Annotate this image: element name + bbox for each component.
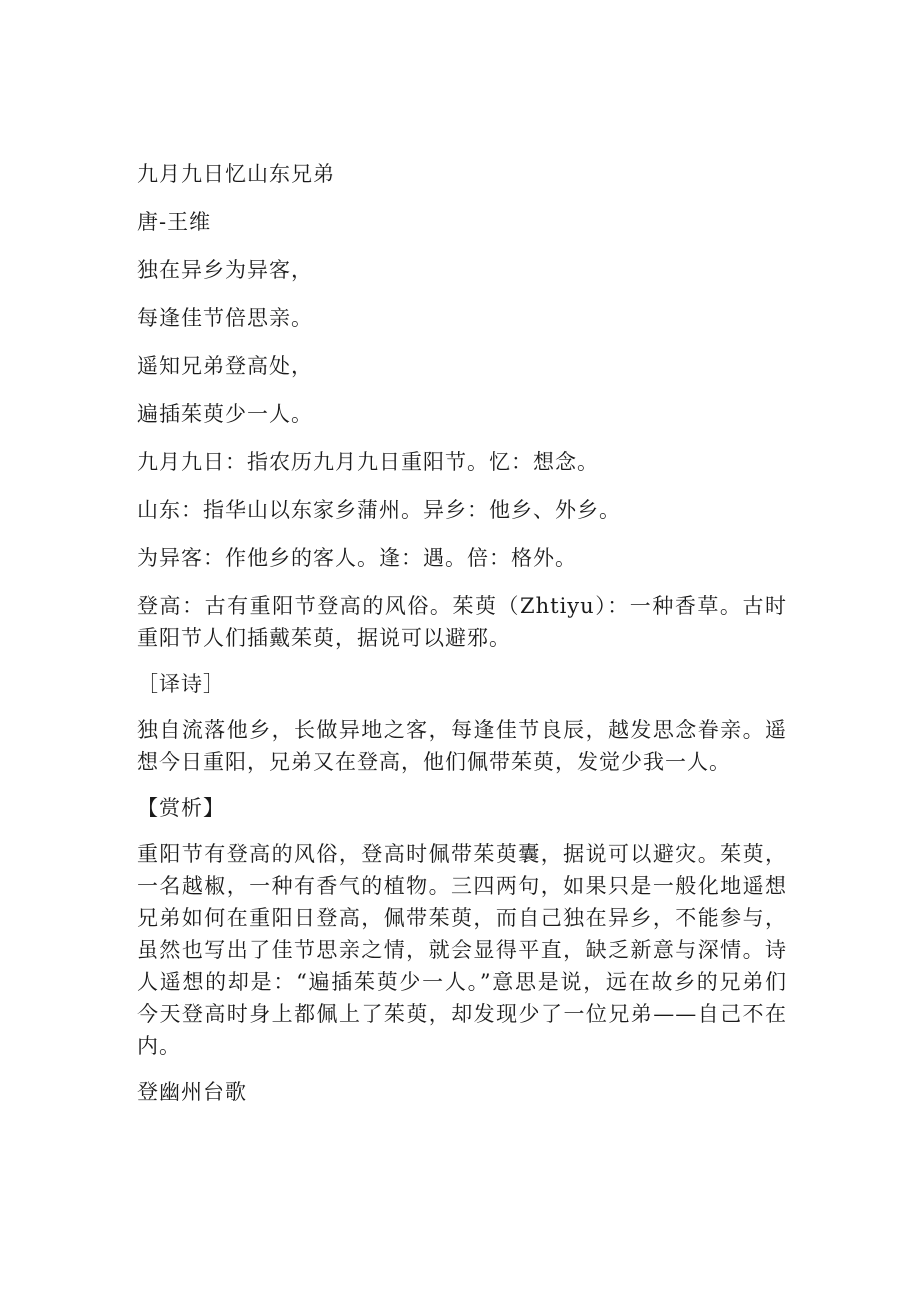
note-3: 为异客：作他乡的客人。逢：遇。倍：格外。 — [137, 546, 577, 570]
poem-title: 九月九日忆山东兄弟 — [137, 162, 335, 186]
poem-line-4: 遍插茱萸少一人。 — [137, 402, 313, 426]
document-content — [137, 158, 787, 1108]
note-4: 登高：古有重阳节登高的风俗。茱萸（Zhtiyu）：一种香草。古时重阳节人们插戴茱萸，据说可以避邪。 — [137, 594, 787, 650]
poem-line-2: 每逢佳节倍思亲。 — [137, 306, 313, 330]
appreciation-text: 重阳节有登高的风俗，登高时佩带茱萸囊，据说可以避灾。茱萸，一名越椒，一种有香气的植物。三四两句，如果只是一般化地遥想兄弟如何在重阳日登高，佩带茱萸，而自己独在异乡，不能参与，虽然也写出了佳节思亲之情，就会显得平直，缺乏新意与深情。诗人遥想的却是：“遍插茱萸少一人。”意思是说，远在故乡的兄弟们今天登高时身上都佩上了茱萸，却发现少了一位兄弟——自己不在内。 — [137, 842, 787, 1058]
translation-heading: ［译诗］ — [137, 672, 225, 696]
poem-author: 唐-王维 — [137, 210, 212, 234]
note-2: 山东：指华山以东家乡蒲州。异乡：他乡、外乡。 — [137, 498, 621, 522]
poem-line-1: 独在异乡为异客， — [137, 258, 313, 282]
poem-line-3: 遥知兄弟登高处， — [137, 354, 313, 378]
translation-text: 独自流落他乡，长做异地之客，每逢佳节良辰，越发思念眷亲。遥想今日重阳，兄弟又在登高，他们佩带茱萸，发觉少我一人。 — [137, 718, 787, 774]
next-poem-title: 登幽州台歌 — [137, 1080, 247, 1104]
appreciation-heading: 【赏析】 — [137, 796, 225, 820]
note-1: 九月九日：指农历九月九日重阳节。忆：想念。 — [137, 450, 599, 474]
